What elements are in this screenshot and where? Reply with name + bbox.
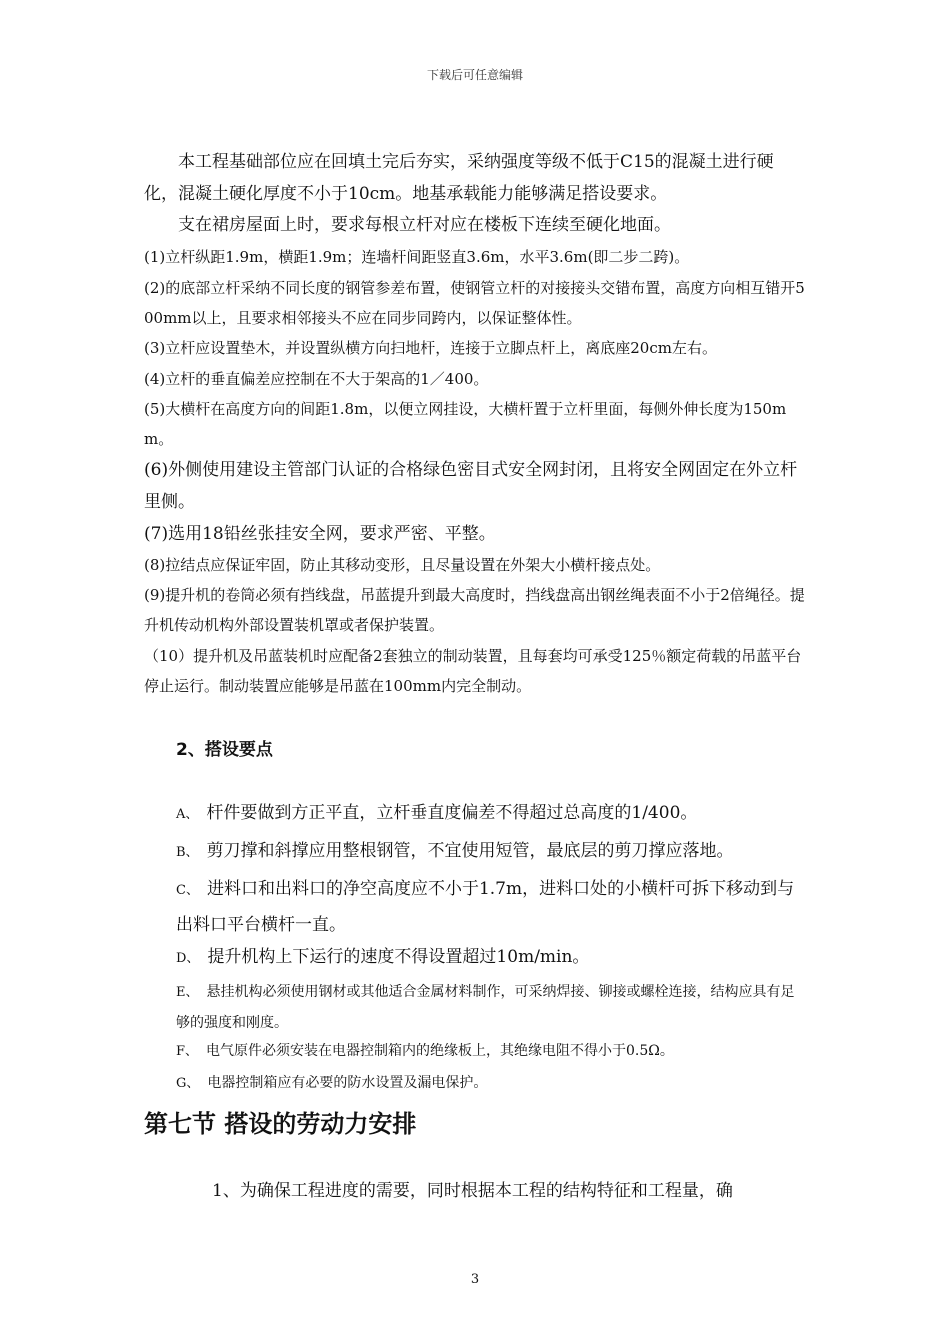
paragraph-text: (8)拉结点应保证牢固，防止其移动变形，且尽量设置在外架大小横杆接点处。 [144, 556, 661, 574]
list-paragraph-3 [144, 333, 806, 363]
item-text: 提升机构上下运行的速度不得设置超过10m/min。 [207, 947, 590, 967]
page-header: 下载后可任意编辑 [426, 68, 523, 82]
page-number: 3 [470, 1272, 480, 1287]
section-title: 2、搭设要点 [176, 740, 273, 760]
list-paragraph-4 [144, 364, 806, 394]
paragraph-text: (6)外侧使用建设主管部门认证的合格绿色密目式安全网封闭，且将安全网固定在外立杆里侧。 [144, 460, 798, 512]
closing-paragraph [144, 1176, 806, 1206]
list-paragraph-8 [144, 550, 806, 580]
list-paragraph-2 [144, 273, 806, 333]
paragraph-text: (1)立杆纵距1.9m，横距1.9m；连墙杆间距竖直3.6m，水平3.6m(即二步二跨)。 [144, 248, 690, 266]
intro-paragraph-2 [144, 210, 806, 240]
list-item-g [176, 1068, 806, 1099]
paragraph-text: (7)选用18铅丝张挂安全网，要求严密、平整。 [144, 524, 496, 544]
paragraph-text: (4)立杆的垂直偏差应控制在不大于架高的1／400。 [144, 370, 489, 388]
item-letter: F、 [176, 1044, 199, 1059]
paragraph-text: (3)立杆应设置垫木，并设置纵横方向扫地杆，连接于立脚点杆上，离底座20cm左右。 [144, 339, 717, 357]
item-letter: B、 [176, 845, 199, 860]
item-letter: G、 [176, 1076, 200, 1091]
paragraph-text: (5)大横杆在高度方向的间距1.8m，以便立网挂设，大横杆置于立杆里面，每侧外伸长度为150mm。 [144, 400, 787, 448]
list-paragraph-7 [144, 519, 806, 549]
list-paragraph-9 [144, 580, 806, 640]
list-item-b [176, 834, 806, 870]
paragraph-text: 1、为确保工程进度的需要，同时根据本工程的结构特征和工程量，确 [212, 1181, 733, 1201]
list-paragraph-1 [144, 242, 806, 272]
paragraph-text: 支在裙房屋面上时，要求每根立杆对应在楼板下连续至硬化地面。 [178, 215, 671, 235]
list-item-c [176, 872, 806, 942]
list-paragraph-5 [144, 394, 806, 454]
paragraph-text: （10）提升机及吊蓝装机时应配备2套独立的制动装置，且每套均可承受125％额定荷载的吊蓝平台停止运行。制动装置应能够是吊蓝在100mm内完全制动。 [144, 647, 802, 695]
list-paragraph-10 [144, 641, 806, 701]
paragraph-text: (2)的底部立杆采纳不同长度的钢管参差布置，使钢管立杆的对接接头交错布置，高度方向相互错开500mm以上，且要求相邻接头不应在同步同跨内，以保证整体性。 [144, 279, 805, 327]
item-letter: A、 [176, 807, 199, 822]
paragraph-text: 本工程基础部位应在回填土完后夯实，采纳强度等级不低于C15的混凝土进行硬化，混凝土硬化厚度不小于10cm。地基承载能力能够满足搭设要求。 [144, 152, 774, 204]
item-letter: E、 [176, 985, 199, 1000]
paragraph-text: (9)提升机的卷筒必须有挡线盘，吊蓝提升到最大高度时，挡线盘高出钢丝绳表面不小于2倍绳径。提升机传动机构外部设置装机罩或者保护装置。 [144, 586, 805, 634]
list-item-f [176, 1036, 806, 1067]
list-paragraph-6 [144, 454, 806, 518]
item-text: 电器控制箱应有必要的防水设置及漏电保护。 [207, 1075, 488, 1091]
chapter-title: 第七节 搭设的劳动力安排 [144, 1110, 417, 1138]
item-text: 进料口和出料口的净空高度应不小于1.7m，进料口处的小横杆可拆下移动到与出料口平台横杆一直。 [176, 879, 795, 935]
item-letter: C、 [176, 883, 199, 898]
list-item-e [176, 977, 806, 1038]
intro-paragraph-1 [144, 146, 806, 210]
list-item-d [176, 940, 806, 976]
item-text: 电气原件必须安装在电器控制箱内的绝缘板上，其绝缘电阻不得小于0.5Ω。 [206, 1043, 674, 1059]
item-text: 悬挂机构必须使用钢材或其他适合金属材料制作，可采纳焊接、铆接或螺栓连接，结构应具有足够的强度和刚度。 [176, 984, 795, 1031]
item-text: 杆件要做到方正平直，立杆垂直度偏差不得超过总高度的1/400。 [206, 803, 698, 823]
list-item-a [176, 796, 806, 832]
item-letter: D、 [176, 951, 200, 966]
item-text: 剪刀撑和斜撑应用整根钢管，不宜使用短管，最底层的剪刀撑应落地。 [206, 841, 734, 861]
